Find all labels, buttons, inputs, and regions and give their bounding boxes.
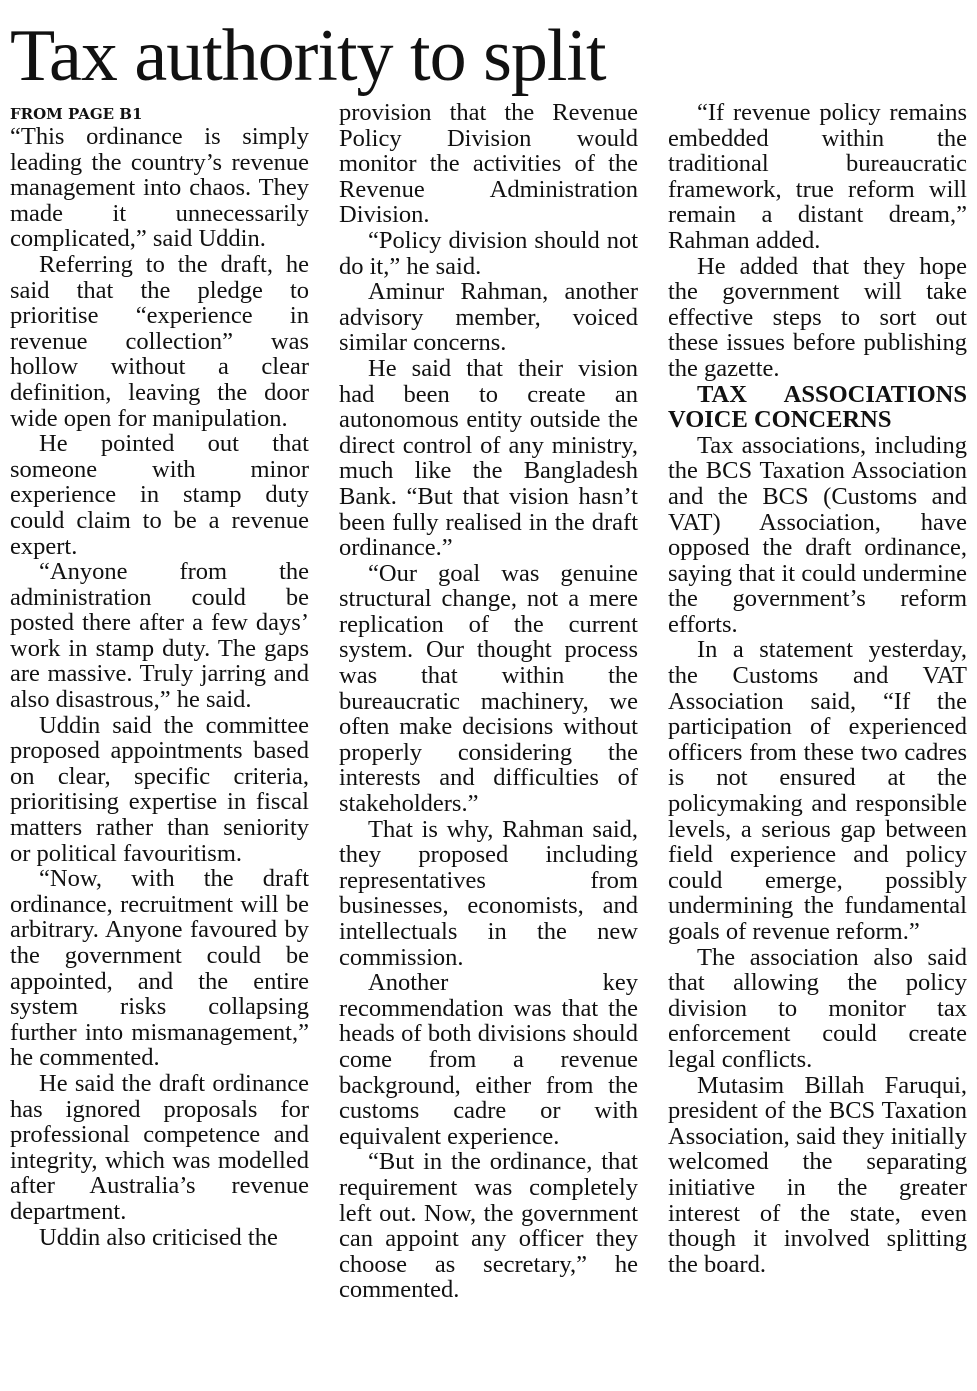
headline: Tax authority to split	[10, 15, 606, 97]
paragraph: He added that they hope the government will take effective steps to sort out these issues before publishing the gazette.	[668, 252, 967, 382]
paragraph: Uddin also criticised the	[39, 1223, 278, 1251]
paragraph: Another key recommendation was that the heads of both divisions should come from a revenue background, either from the customs cadre or with equivalent experience.	[339, 969, 638, 1150]
paragraph: He pointed out that someone with minor experience in stamp duty could claim to be a revenue expert.	[10, 430, 309, 560]
paragraph: Uddin said the committee proposed appointments based on clear, specific criteria, prioritising expertise in fiscal matters rather than seniority or political favouritism.	[10, 711, 309, 867]
paragraph: Referring to the draft, he said that the pledge to prioritise “experience in revenue collection” was hollow without a clear definition, leaving the door wide open for manipulation.	[10, 250, 309, 432]
paragraph: In a statement yesterday, the Customs and VAT Association said, “If the participation of experienced officers from these two cadres is not ensured at the policymaking and responsible levels, a serious gap between field experience and policy could emerge, possibly undermining the fundamental goals of revenue reform.”	[668, 636, 967, 945]
paragraph: He said the draft ordinance has ignored proposals for professional competence and integrity, which was modelled after Australia’s revenue department.	[10, 1069, 309, 1225]
kicker-from-page: FROM PAGE B1	[10, 105, 143, 123]
paragraph: He said that their vision had been to create an autonomous entity outside the direct control of any ministry, much like the Bangladesh Bank. “But that vision hasn’t been fully realised in the draft ordinance.”	[339, 354, 638, 562]
article-column-2	[339, 100, 638, 1303]
section-subhead	[668, 382, 967, 433]
paragraph: The association also said that allowing the policy division to monitor tax enforcement could create legal conflicts.	[668, 943, 967, 1073]
paragraph: “If revenue policy remains embedded within the traditional bureaucratic framework, true reform will remain a distant dream,” Rahman added.	[668, 99, 967, 254]
paragraph: Tax associations, including the BCS Taxation Association and the BCS (Customs and VAT) Association, have opposed the draft ordinance, saying that it could undermine the government’s reform efforts.	[668, 431, 967, 638]
paragraph: “Now, with the draft ordinance, recruitment will be arbitrary. Anyone favoured by the government could be appointed, and the entire system risks collapsing further into mismanagement,” he commented.	[10, 865, 309, 1072]
paragraph: “Our goal was genuine structural change, not a mere replication of the current system. Our thought process was that within the bureaucratic machinery, we often make decisions without properly considering the interests and difficulties of stakeholders.”	[339, 559, 638, 818]
subhead-line-1: TAX ASSOCIATIONS	[697, 380, 967, 408]
paragraph: That is why, Rahman said, they proposed including representatives from businesses, economists, and intellectuals in the new commission.	[339, 815, 638, 971]
article-column-1	[10, 104, 309, 1250]
paragraph: “Policy division should not do it,” he said.	[339, 226, 638, 280]
paragraph: Mutasim Billah Faruqui, president of the BCS Taxation Association, said they initially welcomed the separating initiative in the greater interest of the state, even though it involved splitting the board.	[668, 1071, 967, 1278]
paragraph: Aminur Rahman, another advisory member, voiced similar concerns.	[339, 278, 638, 357]
paragraph: “This ordinance is simply leading the country’s revenue management into chaos. They made it unnecessarily complicated,” said Uddin.	[10, 123, 309, 253]
paragraph: “Anyone from the administration could be posted there after a few days’ work in stamp duty. The gaps are massive. Truly jarring and also disastrous,” he said.	[10, 558, 309, 714]
paragraph: “But in the ordinance, that requirement was completely left out. Now, the government can appoint any officer they choose as secretary,” he commented.	[339, 1148, 638, 1304]
paragraph: provision that the Revenue Policy Division would monitor the activities of the Revenue Administration Division.	[339, 99, 638, 229]
subhead-line-2: VOICE CONCERNS	[668, 406, 892, 434]
article-column-3	[668, 100, 967, 1277]
